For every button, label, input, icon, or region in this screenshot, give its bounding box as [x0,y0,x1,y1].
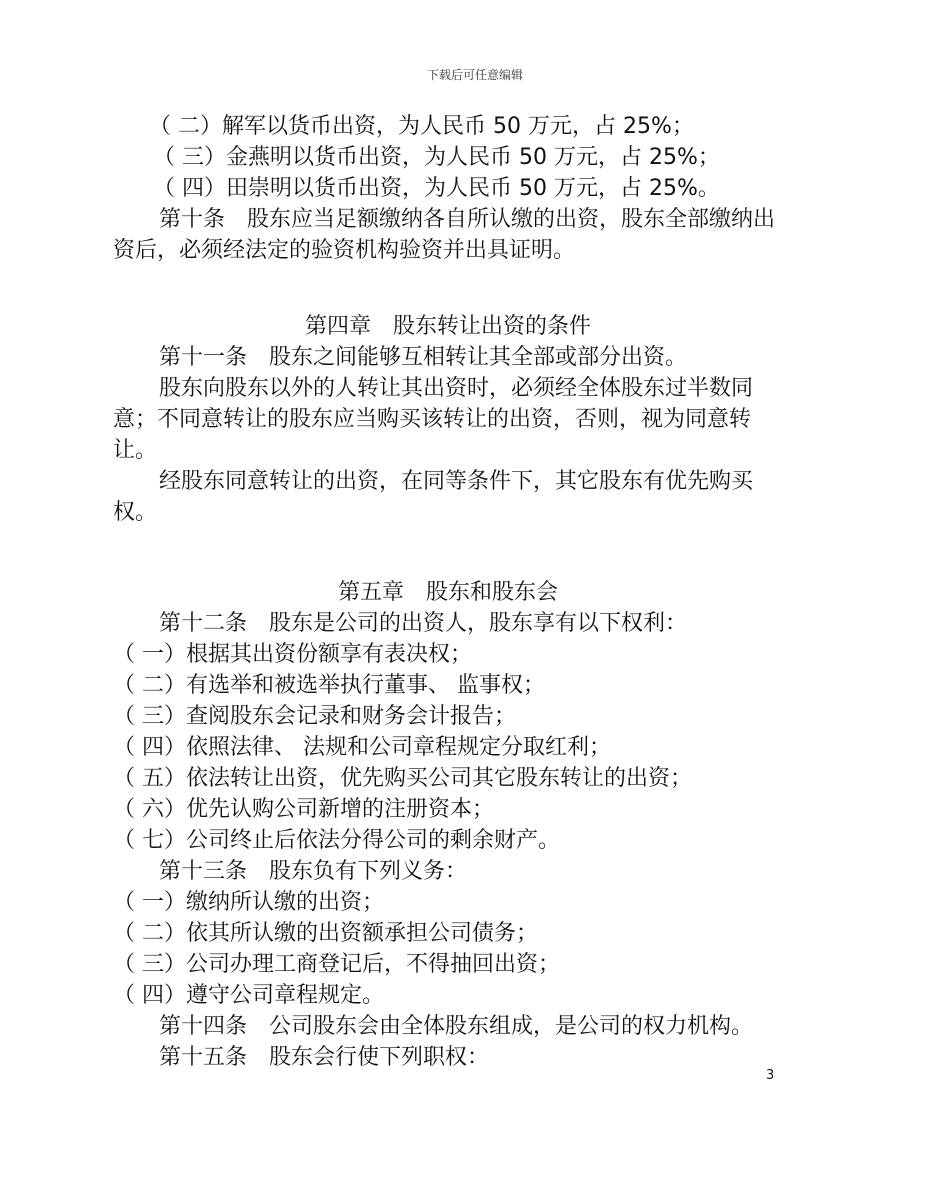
right-item: （ 四）依照法律、 法规和公司章程规定分取红利； [113,735,611,760]
article-14: 第十四条 公司股东会由全体股东组成，是公司的权力机构。 [159,1014,754,1039]
right-item: （ 六）优先认购公司新增的注册资本； [113,797,494,822]
duty-item: （ 二）依其所认缴的出资额承担公司债务； [113,921,538,946]
chapter-4-title: 第四章 股东转让出资的条件 [304,314,591,339]
article-15: 第十五条 股东会行使下列职权： [159,1045,490,1070]
right-item: （ 三）查阅股东会记录和财务会计报告； [113,704,516,729]
right-item: （ 五）依法转让出资，优先购买公司其它股东转让的出资； [113,766,692,791]
capital-item-3: （ 三）金燕明以货币出资，为人民币 50 万元，占 25%； [153,145,720,170]
page-header: 下载后可任意编辑 [426,68,523,82]
right-item: （ 一）根据其出资份额享有表决权； [113,642,472,667]
article-10: 第十条 股东应当足额缴纳各自所认缴的出资，股东全部缴纳出资后，必须经法定的验资机构验资并出具证明。 [113,207,776,263]
duty-item: （ 一）缴纳所认缴的出资； [113,890,384,915]
page-number: 3 [766,1068,775,1083]
duty-item: （ 四）遵守公司章程规定。 [113,983,384,1008]
article-12: 第十二条 股东是公司的出资人，股东享有以下权利： [159,611,688,636]
capital-item-2: （ 二）解军以货币出资，为人民币 50 万元，占 25%； [149,114,694,139]
right-item: （ 二）有选举和被选举执行董事、 监事权； [113,673,545,698]
right-item: （ 七）公司终止后依法分得公司的剩余财产。 [113,828,560,853]
article-11-para-2: 股东向股东以外的人转让其出资时，必须经全体股东过半数同意；不同意转让的股东应当购买该转让的出资，否则，视为同意转让。 [113,376,754,463]
chapter-5-title: 第五章 股东和股东会 [337,580,558,605]
article-13: 第十三条 股东负有下列义务： [159,859,468,884]
capital-item-4: （ 四）田崇明以货币出资，为人民币 50 万元，占 25%。 [153,176,720,201]
article-11: 第十一条 股东之间能够互相转让其全部或部分出资。 [159,345,688,370]
article-11-para-3: 经股东同意转让的出资，在同等条件下，其它股东有优先购买权。 [113,469,754,525]
document-body [113,111,783,1073]
duty-item: （ 三）公司办理工商登记后，不得抽回出资； [113,952,560,977]
